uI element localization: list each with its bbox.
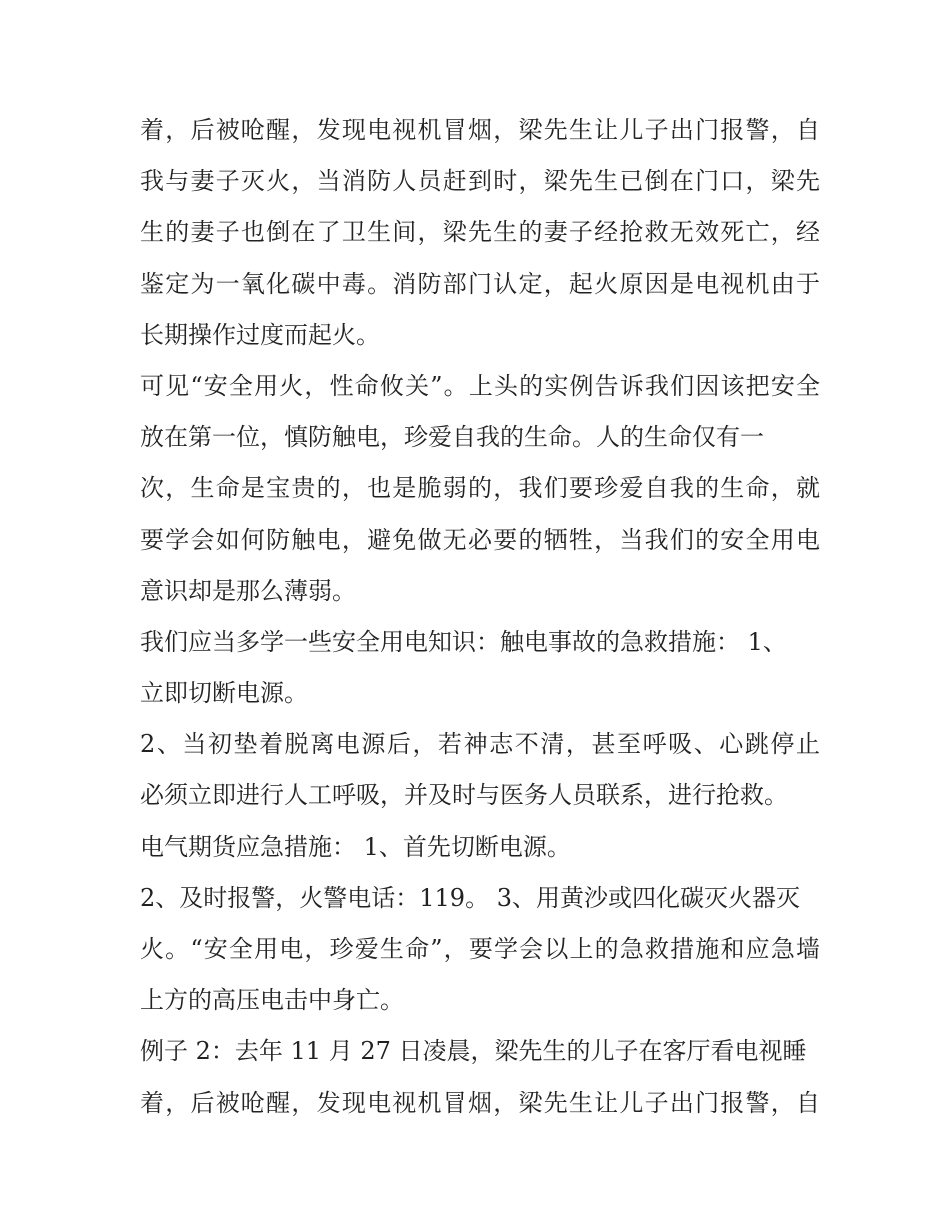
- text-line: 生的妻子也倒在了卫生间，梁先生的妻子经抢救无效死亡，经: [140, 218, 820, 247]
- text-line: 可见“安全用火，性命攸关”。上头的实例告诉我们因该把安全: [140, 371, 820, 400]
- text-line: 鉴定为一氧化碳中毒。消防部门认定，起火原因是电视机由于: [140, 269, 820, 298]
- text-line: 我与妻子灭火，当消防人员赶到时，梁先生已倒在门口，梁先: [140, 167, 820, 196]
- body-text: [140, 105, 820, 1129]
- text-line: 例子 2：去年 11 月 27 日凌晨，梁先生的儿子在客厅看电视睡: [140, 1037, 807, 1066]
- text-line: 上方的高压电击中身亡。: [140, 986, 404, 1015]
- text-line: 着，后被呛醒，发现电视机冒烟，梁先生让儿子出门报警，自: [140, 1088, 820, 1117]
- text-line: 次，生命是宝贵的，也是脆弱的，我们要珍爱自我的生命，就: [140, 474, 820, 503]
- text-line: 长期操作过度而起火。: [140, 320, 380, 349]
- text-line: 意识却是那么薄弱。: [140, 576, 356, 605]
- text-line: 放在第一位，慎防触电，珍爱自我的生命。人的生命仅有一: [140, 423, 764, 452]
- text-line: 着，后被呛醒，发现电视机冒烟，梁先生让儿子出门报警，自: [140, 116, 820, 144]
- text-line: 要学会如何防触电，避免做无必要的牺牲，当我们的安全用电: [140, 525, 820, 554]
- text-line: 立即切断电源。: [140, 679, 308, 708]
- text-line: 2、当初垫着脱离电源后，若神志不清，甚至呼吸、心跳停止: [140, 730, 820, 759]
- text-line: 火。“安全用电，珍爱生命”，要学会以上的急救措施和应急墙: [140, 935, 820, 963]
- text-line: 2、及时报警，火警电话：119。 3、用黄沙或四化碳灭火器灭: [140, 883, 800, 912]
- text-line: 我们应当多学一些安全用电知识：触电事故的急救措施： 1、: [140, 627, 787, 656]
- text-line: 必须立即进行人工呼吸，并及时与医务人员联系，进行抢救。: [140, 781, 788, 810]
- text-line: 电气期货应急措施： 1、首先切断电源。: [140, 832, 571, 861]
